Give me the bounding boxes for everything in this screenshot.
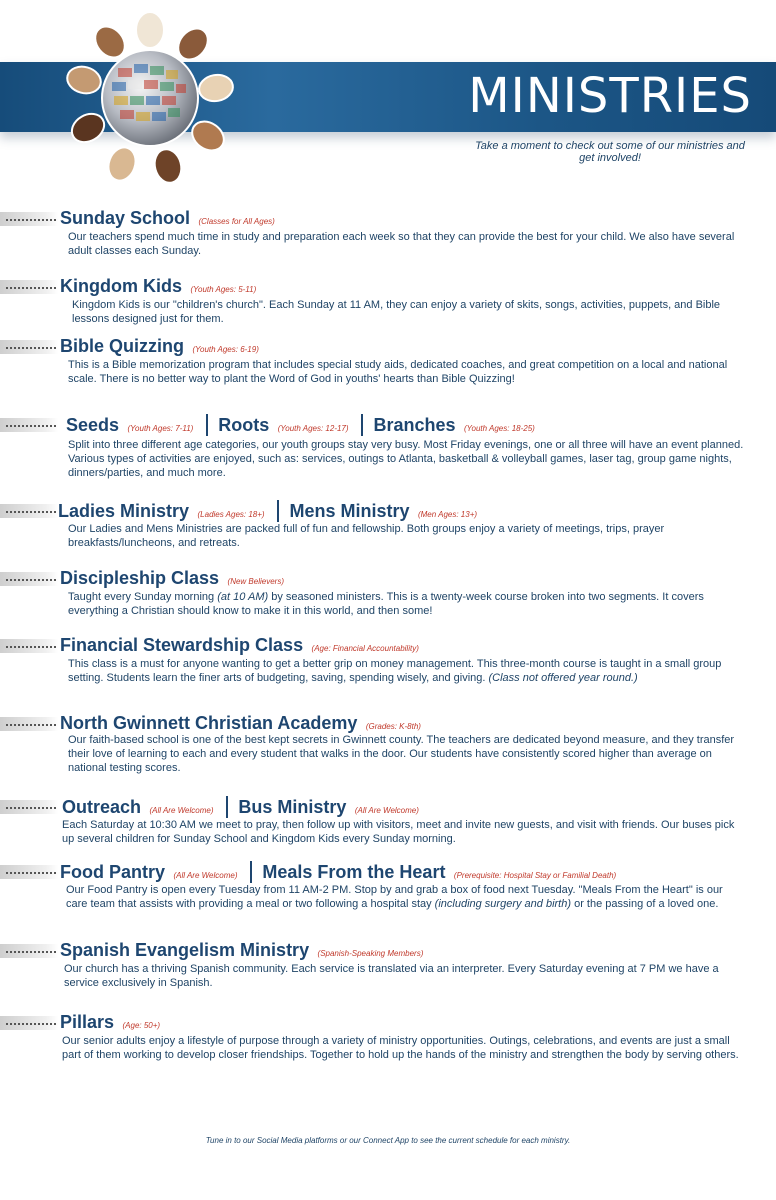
dotted-strip (0, 212, 58, 226)
section-description: Split into three different age categories, our youth groups stay very busy. Most Friday evenings, one or all three will have an event planned. Various types of activities are enjoyed, such as: services, outings to Atlanta, basketball & volleyball games, laser tag, group game nights, dinners/parties, and much more. (68, 439, 744, 479)
section-title: Food Pantry (60, 862, 166, 882)
divider (250, 861, 252, 883)
section-note: (Youth Ages: 7-11) (127, 424, 194, 433)
section-description: This class is a must for anyone wanting to get a better grip on money management. This three-month course is taught in a small group setting. Students learn the finer arts of budgeting, saving, spending wisely, and giving. (Class not offered year round.) (68, 658, 722, 684)
footer-note: Tune in to our Social Media platforms or our Connect App to see the current schedule for each ministry. (205, 1136, 571, 1145)
section-title-2: Roots (218, 415, 270, 435)
section-title: Seeds (66, 415, 120, 435)
section-title: Discipleship Class (60, 568, 220, 588)
section-title: Ladies Ministry (58, 501, 190, 521)
section-note: (Youth Ages: 6-19) (192, 345, 259, 354)
dotted-strip (0, 800, 58, 814)
dotted-strip (0, 340, 58, 354)
section-title: Pillars (60, 1012, 115, 1032)
dotted-strip (0, 944, 58, 958)
dotted-strip (0, 572, 58, 586)
section-note-3: (Youth Ages: 18-25) (463, 424, 535, 433)
section-title-2: Meals From the Heart (262, 862, 446, 882)
section-note-2: (All Are Welcome) (354, 806, 419, 815)
globe-hands-logo (60, 8, 240, 188)
section-note: (Age: 50+) (122, 1021, 161, 1030)
section-title: Bible Quizzing (60, 336, 184, 356)
section-note-2: (Youth Ages: 12-17) (277, 424, 349, 433)
section-note: (All Are Welcome) (149, 806, 214, 815)
section-title: North Gwinnett Christian Academy (60, 713, 358, 733)
section-note-2: (Men Ages: 13+) (417, 510, 478, 519)
section-note: (Classes for All Ages) (198, 217, 275, 226)
dotted-strip (0, 418, 58, 432)
section-description: Our teachers spend much time in study and preparation each week so that they can provide the best for your child. We also have several adult classes each Sunday. (68, 231, 735, 257)
section-title: Spanish Evangelism Ministry (60, 940, 310, 960)
section-note-2: (Prerequisite: Hospital Stay or Familial Death) (453, 871, 617, 880)
section-description: Each Saturday at 10:30 AM we meet to pray, then follow up with visitors, meet and invite new guests, and visit with friends. Our buses pick up several children for Sunday School and Kingdom Kids every Sunday morning. (62, 819, 735, 845)
section-description: Taught every Sunday morning (at 10 AM) by seasoned ministers. This is a twenty-week course broken into two segments. It covers everything a Christian should know to make it in this world, and then some! (68, 591, 704, 617)
section-title: Outreach (62, 797, 142, 817)
section-description: Our Ladies and Mens Ministries are packed full of fun and fellowship. Both groups enjoy a variety of meetings, trips, prayer breakfasts/luncheons, and retreats. (68, 523, 665, 549)
section-title-2: Bus Ministry (238, 797, 347, 817)
section-note: (Youth Ages: 5-11) (190, 285, 257, 294)
section-note: (Grades: K-8th) (365, 722, 421, 731)
section-title-2: Mens Ministry (289, 501, 410, 521)
page-title: MINISTRIES (468, 68, 752, 124)
section-description: Our Food Pantry is open every Tuesday from 11 AM-2 PM. Stop by and grab a box of food next Tuesday. "Meals From the Heart" is our care team that assists with providing a meal or two following a hospital stay (including surgery and birth) or the passing of a loved one. (66, 884, 723, 910)
section-description: This is a Bible memorization program that includes special study aids, dedicated coaches, and great competition on a local and national scale. There is no better way to plant the Word of God in youths' hearts than Bible Quizzing! (68, 359, 728, 385)
section-description: Kingdom Kids is our "children's church". Each Sunday at 11 AM, they can enjoy a variety of skits, songs, activities, puppets, and Bible lessons designed just for them. (72, 299, 721, 325)
section-note: (Age: Financial Accountability) (311, 644, 419, 653)
section-description: Our church has a thriving Spanish community. Each service is translated via an interpreter. Every Saturday evening at 7 PM we have a service exclusively in Spanish. (64, 963, 719, 989)
section-description: Our faith-based school is one of the best kept secrets in Gwinnett county. The teachers are dedicated beyond measure, and they transfer their love of learning to each and every student that walks in the door. Our students have consistently scored higher than average on national testing scores. (68, 734, 735, 774)
dotted-strip (0, 639, 58, 653)
dotted-strip (0, 280, 58, 294)
dotted-strip (0, 865, 58, 879)
section-description: Our senior adults enjoy a lifestyle of purpose through a variety of ministry opportunities. Outings, celebrations, and events are just a small part of them working to develop closer friendships. Together to hold up the hands of the ministry and strengthen the body by serving others. (62, 1035, 739, 1061)
section-note: (All Are Welcome) (173, 871, 238, 880)
dotted-strip (0, 717, 58, 731)
divider (277, 500, 279, 522)
section-note: (Ladies Ages: 18+) (197, 510, 265, 519)
dotted-strip (0, 1016, 58, 1030)
divider (206, 414, 208, 436)
section-note: (Spanish-Speaking Members) (317, 949, 424, 958)
tagline: Take a moment to check out some of our ministries and get involved! (475, 140, 745, 164)
section-title: Financial Stewardship Class (60, 635, 304, 655)
section-title: Sunday School (60, 208, 191, 228)
section-title: Kingdom Kids (60, 276, 182, 296)
divider (361, 414, 363, 436)
dotted-strip (0, 504, 58, 518)
divider (226, 796, 228, 818)
section-title-3: Branches (373, 415, 456, 435)
section-note: (New Believers) (227, 577, 284, 586)
